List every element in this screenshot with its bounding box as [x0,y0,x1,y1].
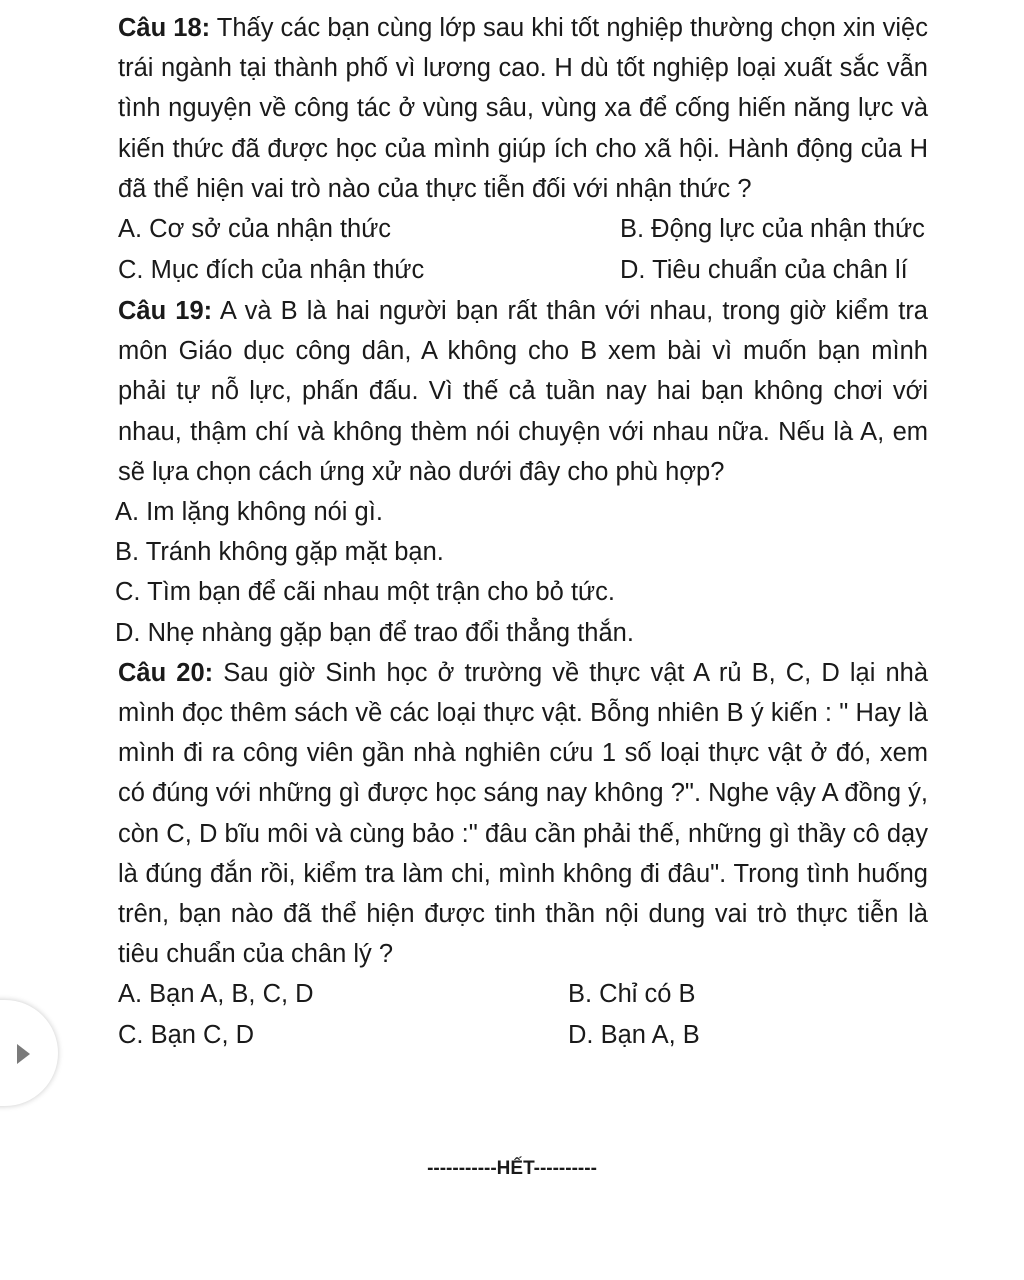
question-20-body: Sau giờ Sinh học ở trường về thực vật A rủ B, C, D lại nhà mình đọc thêm sách về các loại thực vật. Bỗng nhiên B ý kiến : " Hay là mình đi ra công viên gần nhà nghiên cứu 1 số loại thực vật ở đó, xem có đúng với những gì được học sáng nay không ?". Nghe vậy A đồng ý, còn C, D bĩu môi và cùng bảo :" đâu cần phải thế, những gì thầy cô dạy là đúng đắn rồi, kiểm tra làm chi, mình không đi đâu". Trong tình huống trên, bạn nào đã thể hiện được tinh thần nội dung vai trò thực tiễn là tiêu chuẩn của chân lý ? [118,658,928,969]
exam-page [115,8,928,1056]
question-20-options-row-2 [118,1015,928,1056]
question-18-body: Thấy các bạn cùng lớp sau khi tốt nghiệp thường chọn xin việc trái ngành tại thành phố vì lương cao. H dù tốt nghiệp loại xuất sắc vẫn tình nguyện về công tác ở vùng sâu, vùng xa để cống hiến năng lực và kiến thức đã được học của mình giúp ích cho xã hội. Hành động của H đã thể hiện vai trò nào của thực tiễn đối với nhận thức ? [118,14,928,203]
play-icon [17,1044,30,1064]
question-19 [115,291,928,653]
question-20-text [118,653,928,975]
question-20-option-a: A. Bạn A, B, C, D [118,980,314,1009]
question-18-option-a: A. Cơ sở của nhận thức [118,215,392,244]
question-18-text [118,8,928,209]
question-19-option-a: A. Im lặng không nói gì. [115,498,383,527]
question-19-option-d: D. Nhẹ nhàng gặp bạn để trao đổi thẳng thắn. [115,618,634,647]
question-20 [118,653,928,1057]
question-18-option-c: C. Mục đích của nhận thức [118,256,425,285]
question-18-option-b: B. Động lực của nhận thức [620,215,925,244]
question-18-label: Câu 18: [118,14,211,42]
question-18-option-d: D. Tiêu chuẩn của chân lí [620,256,908,285]
question-20-option-c: C. Bạn C, D [118,1021,255,1050]
question-19-text [118,291,928,492]
question-19-body: A và B là hai người bạn rất thân với nhau, trong giờ kiểm tra môn Giáo dục công dân, A không cho B xem bài vì muốn bạn mình phải tự nỗ lực, phấn đấu. Vì thế cả tuần nay hai bạn không chơi với nhau, thậm chí và không thèm nói chuyện với nhau nữa. Nếu là A, em sẽ lựa chọn cách ứng xử nào dưới đây cho phù hợp? [118,297,928,486]
question-18-options-row-2 [118,250,928,291]
end-marker: -----------HẾT---------- [427,1158,597,1179]
question-18 [118,8,928,291]
side-play-button[interactable] [0,1000,58,1106]
question-19-label: Câu 19: [118,297,213,326]
question-20-option-b: B. Chỉ có B [568,980,696,1009]
question-20-options-row-1 [118,974,928,1015]
question-19-option-c: C. Tìm bạn để cãi nhau một trận cho bỏ tức. [115,578,615,607]
question-20-label: Câu 20: [118,658,214,687]
question-20-option-d: D. Bạn A, B [568,1021,700,1050]
question-18-options-row-1 [118,209,928,250]
question-19-option-b: B. Tránh không gặp mặt bạn. [115,538,444,567]
